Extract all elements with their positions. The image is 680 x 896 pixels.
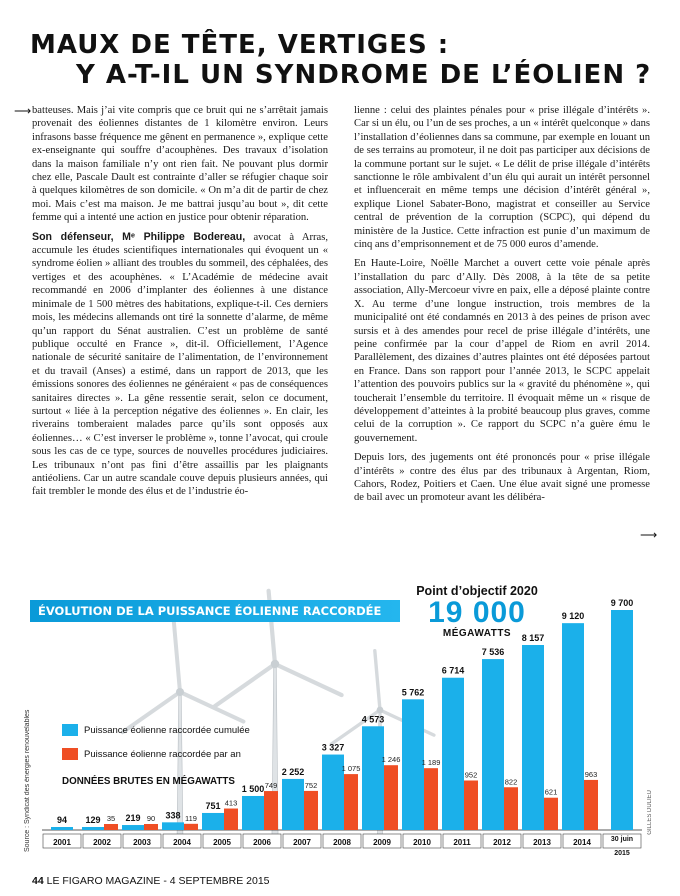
continuation-arrow-icon: ⟶ (14, 104, 32, 118)
bar-label-annual: 90 (146, 814, 156, 823)
paragraph (32, 231, 328, 499)
turbine-blade-icon (215, 664, 275, 706)
paragraph: lienne : celui des plaintes pénales pour « prise illégale d’intérêts ». Car si un élu, ou l’un de ses proches, a un « intérêt quelconque » dans l’installation d’éoliennes dans sa commune, par exemple en louant un de ses terrains au promoteur, il ne doit pas participer aux décisions de la commune portant sur le sujet. « Le délit de prise illégale d’intérêts sanctionne le rôle ambivalent d’un élu qui aurait un intérêt personnel et influencerait en même temps une décision d’intérêt général », explique Lionel Sabater-Bono, magistrat et conseiller au Service central de prévention de la corruption (SCPC), qui dépend du ministère de la Justice. Cette infraction est punie d’un maximum de cinq ans d’emprisonnement et de 75 000 euros d’amende. (354, 105, 650, 251)
paragraph-lead: Son défenseur, Mᵉ Philippe Bodereau, (32, 230, 246, 243)
tick-label: 2005 (213, 838, 231, 847)
bar-cumulative (442, 678, 464, 830)
bar-annual (504, 787, 518, 830)
bar-annual (384, 765, 398, 830)
bar-label-annual: 952 (464, 770, 478, 780)
goal-value: 19 000 (428, 596, 526, 629)
tick-label: 30 juin (610, 836, 634, 843)
paragraph-body: avocat à Arras, accumule les études scientifiques internationales qui évoquent un « syndrome éolien » alliant des troubles du sommeil, des céphalées, des vertiges et des acouphènes. « L’Académie de médecine avait recommandé en 2006 d’implanter des éoliennes à une distance minimale de 1 500 mètres des habitations, explique-t-il. Ces derniers mois, les médecins allemands ont tiré la sonnette d’alarme, de même qu’un rapport du Sénat australien. C’est un problème de santé publique occulté en France », dit-il. Officiellement, l’Agence nationale de sécurité sanitaire de l’alimentation, de l’environnement et du travail (Anses) a estimé, dans un rapport de 2013, que les émissions sonores des éoliennes ne généraient « pas de conséquences sanitaires directes ». La gêne ressentie serait, selon ce document, surtout « liée à la perception négative des éoliennes ». En clair, les riverains tomberaient malades parce qu’ils sont opposés aux éoliennes… « C’est inverser le problème », tonne l’avocat, qui croule sous les cas de ce type, sources de nouvelles procédures judiciaires. Les tribunaux n’ont pas fini d’être assaillis par les plaignants antiéoliens. Car un autre scandale couve depuis plusieurs années, qui fait trembler le monde des élus et de l’industrie éo- (32, 231, 328, 498)
bar-label-cumulative: 8 157 (521, 632, 545, 643)
bar-label-cumulative: 5 762 (401, 687, 425, 698)
bar-cumulative (562, 623, 584, 830)
bar-cumulative (611, 610, 633, 830)
legend-item (62, 724, 250, 736)
bar-label-cumulative: 6 714 (441, 665, 465, 676)
bar-label-cumulative: 3 327 (321, 742, 345, 753)
bar-annual (584, 780, 598, 830)
bar-label-cumulative: 129 (85, 815, 101, 825)
goal-title: Point d’objectif 2020 (416, 584, 538, 598)
photo-credit: GILLES DULIEU (647, 790, 653, 835)
bar-cumulative (242, 796, 264, 830)
legend-item (62, 748, 250, 760)
legend-label: Puissance éolienne raccordée cumulée (84, 724, 250, 736)
bar-label-annual: 35 (106, 814, 116, 823)
wind-power-chart (24, 582, 658, 862)
goal-unit: MÉGAWATTS (442, 628, 512, 639)
tick-label: 2001 (53, 838, 71, 847)
bar-label-cumulative: 9 120 (561, 611, 585, 622)
article-column-left (32, 104, 328, 505)
bar-label-annual: 1 246 (381, 755, 401, 765)
bar-annual (304, 791, 318, 830)
turbine-hub-icon (271, 660, 279, 668)
turbine-blade-icon (174, 622, 180, 692)
tick-label: 2007 (293, 838, 311, 847)
turbine-blade-icon (275, 664, 342, 695)
bar-label-cumulative: 1 500 (241, 783, 265, 794)
bar-annual (104, 824, 118, 830)
paragraph: En Haute-Loire, Noëlle Marchet a ouvert cette voie pénale après l’installation du parc d’Ally. Dès 2008, à la tête de sa petite association, Ally-Mercoeur vivre en paix, elle a déposé plainte contre X. Au terme d’une longue instruction, trois membres de la municipalité ont été condamnés en 2013 à des peines de prison avec sursis et à des amendes pour recel de prise illégale d’intérêts, une peine confirmée par la cour d’appel de Riom en avril 2014. Parallèlement, des dizaines d’autres plaintes ont été déposées partout en France. Dans son rapport pour l’année 2013, le SCPC appelait l’attention des pouvoirs publics sur la « gravité du phénomène », qui toucherait l’ensemble du territoire. Il évoquait même un « risque de développement d’atteintes à la probité beaucoup plus graves, comme celui de la corruption ». Ce rapport du SCPC n’a guère ému le gouvernement. (354, 258, 650, 444)
tick-label: 2013 (533, 838, 551, 847)
tick-label: 2009 (373, 838, 391, 847)
bar-annual (344, 774, 358, 830)
paragraph: Depuis lors, des jugements ont été prononcés pour « prise illégale d’intérêts » contre des élus par des tribunaux à Argentan, Riom, Cahors, Rodez, Poitiers et Caen. Une élue avait signé une promesse de bail avec un promoteur avant les délibéra- (354, 452, 650, 504)
issue-date: - 4 SEPTEMBRE 2015 (163, 875, 270, 887)
bar-label-annual: 1 075 (341, 764, 361, 774)
bar-label-annual: 963 (584, 769, 598, 779)
bar-annual (264, 791, 278, 830)
legend-label: Puissance éolienne raccordée par an (84, 748, 241, 760)
bar-label-annual: 413 (224, 798, 238, 808)
bar-label-annual: 822 (504, 777, 518, 787)
bar-label-annual: 752 (304, 780, 318, 790)
bar-cumulative (482, 659, 504, 830)
bar-cumulative (122, 825, 144, 830)
tick-label: 2003 (133, 838, 151, 847)
tick-label: 2008 (333, 838, 351, 847)
tick-label: 2015 (614, 850, 630, 857)
tick-label: 2004 (173, 838, 191, 847)
turbine-blade-icon (180, 692, 243, 722)
bar-cumulative (82, 827, 104, 830)
headline (30, 30, 660, 90)
bar-annual (224, 809, 238, 830)
page-footer (32, 875, 270, 887)
bar-cumulative (202, 813, 224, 830)
bar-annual (464, 780, 478, 830)
turbine-blade-icon (375, 651, 380, 710)
legend-swatch (62, 724, 78, 736)
turbine-hub-icon (377, 707, 384, 714)
paragraph: batteuses. Mais j’ai vite compris que ce bruit qui ne s’arrêtait jamais provenait des éoliennes distantes de 1 kilomètre environ. Leurs infrasons basse fréquence me gênent en permanence », explique cette ex-enseignante qui souffre d’acouphènes. Des travaux d’isolation dans la maison familiale n’y ont rien fait. Ne pouvant plus dormir chez elle, Pascale Dault est contrainte d’aller se réfugier chaque soir à quelques kilomètres de son domicile. « On m’a dit de partir de chez moi. Mais c’est ma maison. Je me battrai jusqu’au bout », dit cette femme qui a intenté une action en justice pour obtenir réparation. (32, 105, 328, 224)
chart-title: ÉVOLUTION DE LA PUISSANCE ÉOLIENNE RACCORDÉE (30, 600, 400, 622)
chart-source: Source : Syndicat des énergies renouvelables (24, 709, 31, 852)
tick-label: 2010 (413, 838, 431, 847)
bar-label-cumulative: 2 252 (281, 766, 305, 777)
bar-label-cumulative: 7 536 (481, 647, 505, 658)
bar-label-cumulative: 94 (56, 815, 68, 825)
chart-plot (30, 582, 658, 862)
bar-annual (144, 824, 158, 830)
bar-label-cumulative: 338 (165, 810, 181, 821)
bar-label-cumulative: 4 573 (361, 714, 385, 725)
headline-line-1: MAUX DE TÊTE, VERTIGES : (30, 30, 450, 60)
bar-label-cumulative: 751 (205, 800, 221, 811)
bar-label-annual: 621 (544, 787, 558, 797)
goal-box (402, 584, 552, 639)
tick-label: 2002 (93, 838, 111, 847)
tick-label: 2014 (573, 838, 591, 847)
tick-label: 2012 (493, 838, 511, 847)
bar-annual (424, 768, 438, 830)
tick-label: 2011 (453, 838, 471, 847)
page-number: 44 (32, 875, 44, 887)
headline-line-2: Y A-T-IL UN SYNDROME DE L’ÉOLIEN ? (76, 60, 652, 90)
tick-label: 2006 (253, 838, 271, 847)
bar-label-annual: 119 (185, 813, 197, 823)
publication-name: LE FIGARO MAGAZINE (46, 875, 161, 887)
bar-label-annual: 1 189 (421, 758, 441, 768)
bar-cumulative (51, 827, 73, 830)
bar-cumulative (162, 822, 184, 830)
chart-legend (62, 724, 250, 772)
bar-label-annual: 749 (264, 781, 278, 791)
turbine-hub-icon (176, 688, 184, 696)
bar-label-cumulative: 9 700 (610, 598, 634, 608)
bar-annual (544, 798, 558, 830)
bar-cumulative (522, 645, 544, 830)
bar-annual (184, 824, 198, 830)
bar-cumulative (282, 779, 304, 830)
data-note: DONNÉES BRUTES EN MÉGAWATTS (62, 776, 235, 787)
bar-cumulative (362, 726, 384, 830)
article-column-right (354, 104, 650, 511)
continuation-arrow-icon: ⟶ (640, 528, 658, 542)
legend-swatch (62, 748, 78, 760)
bar-label-cumulative: 219 (125, 813, 141, 824)
